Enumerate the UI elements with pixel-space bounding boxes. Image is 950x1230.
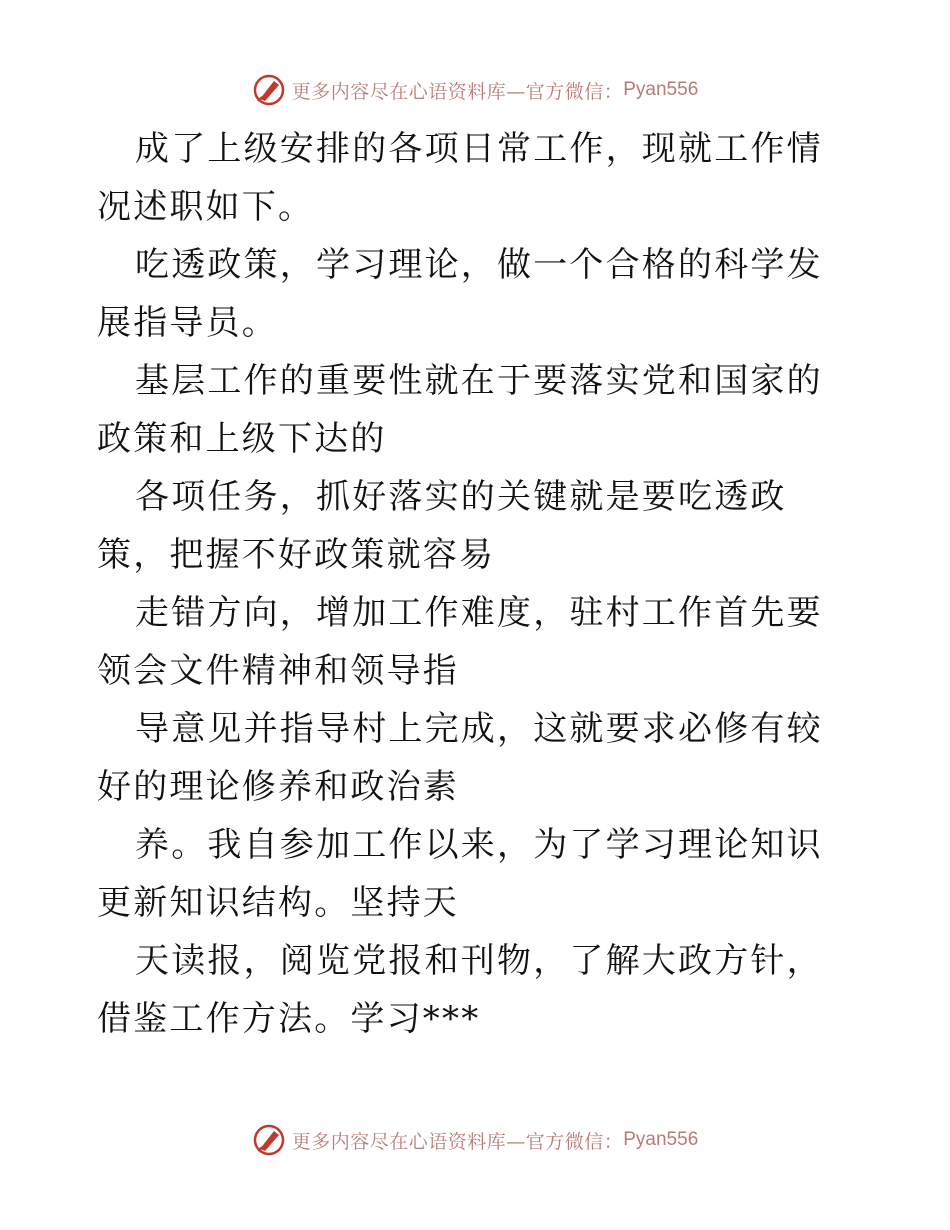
pen-nib-logo-icon xyxy=(252,73,286,107)
paragraph: 养。我自参加工作以来，为了学习理论知识更新知识结构。坚持天 xyxy=(97,825,823,923)
paragraph: 基层工作的重要性就在于要落实党和国家的政策和上级下达的 xyxy=(97,361,823,459)
paragraph: 走错方向，增加工作难度，驻村工作首先要领会文件精神和领导指 xyxy=(97,593,823,691)
wechat-id: Pyan556 xyxy=(623,1129,699,1150)
paragraph: 导意见并指导村上完成，这就要求必修有较好的理论修养和政治素 xyxy=(97,709,823,807)
footer-banner xyxy=(0,1120,950,1160)
wechat-id: Pyan556 xyxy=(623,79,699,100)
header-banner xyxy=(0,70,950,110)
document-body xyxy=(97,120,857,1048)
banner-text: 更多内容尽在心语资料库—官方微信： xyxy=(291,1130,624,1153)
paragraph: 成了上级安排的各项日常工作，现就工作情况述职如下。 xyxy=(97,129,823,227)
pen-nib-logo-icon xyxy=(252,1123,286,1157)
paragraph: 天读报，阅览党报和刊物，了解大政方针，借鉴工作方法。学习*** xyxy=(97,941,823,1039)
paragraph: 各项任务，抓好落实的关键就是要吃透政策，把握不好政策就容易 xyxy=(97,477,787,575)
banner-text: 更多内容尽在心语资料库—官方微信： xyxy=(291,80,624,103)
paragraph: 吃透政策，学习理论，做一个合格的科学发展指导员。 xyxy=(97,245,823,343)
